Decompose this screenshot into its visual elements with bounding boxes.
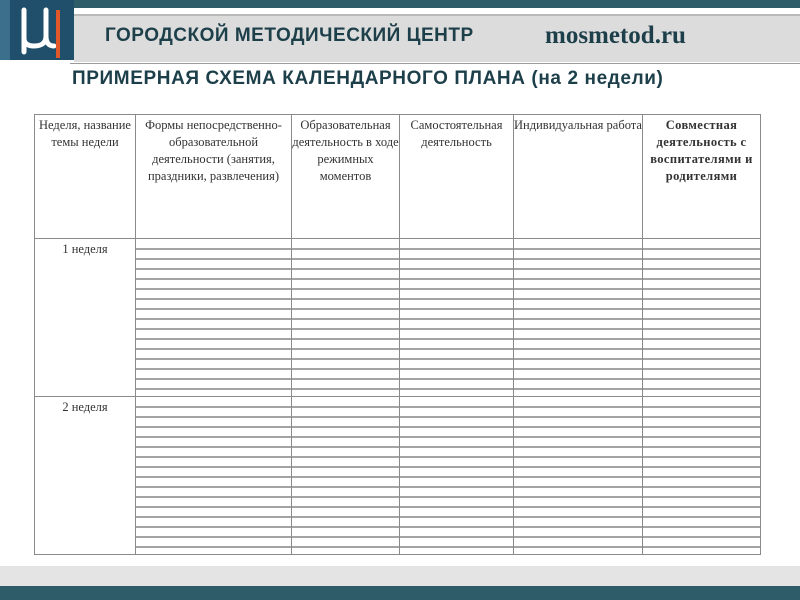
table-row [35, 397, 761, 555]
calendar-plan-table [34, 114, 761, 555]
table-cell [136, 239, 292, 397]
table-cell [136, 397, 292, 555]
table-cell [514, 239, 643, 397]
table-cell [400, 397, 514, 555]
table-cell [292, 239, 400, 397]
table-cell [400, 239, 514, 397]
table-row [35, 239, 761, 397]
table-cell [643, 239, 761, 397]
footer-stripe [0, 586, 800, 600]
header-divider [70, 63, 800, 64]
mu-letter-logo-icon [0, 0, 74, 60]
page-title: ПРИМЕРНАЯ СХЕМА КАЛЕНДАРНОГО ПЛАНА (на 2 недели) [72, 68, 664, 89]
week-2-label: 2 неделя [35, 397, 136, 555]
site-url[interactable]: mosmetod.ru [545, 22, 686, 49]
table-cell [643, 397, 761, 555]
footer-band [0, 566, 800, 586]
top-stripe [0, 0, 800, 8]
header-routine-activity: Образовательная деятельность в ходе режимных моментов [292, 115, 400, 239]
header-individual-work: Индивидуальная работа [514, 115, 643, 239]
header-joint-activity: Совместная деятельность с воспитателями и родителями [643, 115, 761, 239]
table-cell [292, 397, 400, 555]
table-cell [514, 397, 643, 555]
header-week: Неделя, название темы недели [35, 115, 136, 239]
org-name: ГОРОДСКОЙ МЕТОДИЧЕСКИЙ ЦЕНТР [105, 25, 474, 46]
header-direct-activity: Формы непосредственно-образовательной деятельности (занятия, праздники, развлечения) [136, 115, 292, 239]
table-header-row [35, 115, 761, 239]
week-1-label: 1 неделя [35, 239, 136, 397]
header-independent-activity: Самостоятельная деятельность [400, 115, 514, 239]
